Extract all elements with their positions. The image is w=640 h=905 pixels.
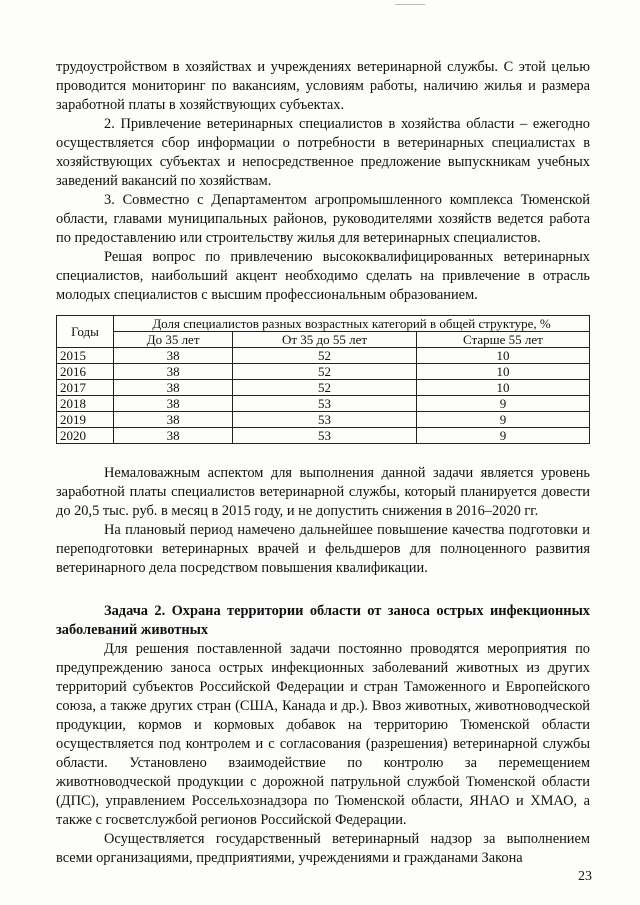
table-row xyxy=(57,348,590,364)
cell-value: 9 xyxy=(416,428,589,444)
cell-value: 53 xyxy=(233,396,417,412)
header-years: Годы xyxy=(57,316,114,348)
age-structure-table xyxy=(56,315,590,444)
cell-value: 38 xyxy=(114,428,233,444)
cell-value: 52 xyxy=(233,380,417,396)
cell-value: 38 xyxy=(114,412,233,428)
paragraph-item-2: 2. Привлечение ветеринарных специалистов в хозяйства области – ежегодно осуществляется сбор информации о потребности в ветеринарных специалистах в хозяйствующих субъектах и непосредственное предложение выпускникам учебных заведений вакансий по хозяйствам. xyxy=(56,116,590,189)
cell-value: 9 xyxy=(416,396,589,412)
cell-value: 38 xyxy=(114,396,233,412)
cell-value: 9 xyxy=(416,412,589,428)
cell-value: 10 xyxy=(416,364,589,380)
paragraph-supervision: Осуществляется государственный ветеринарный надзор за выполнением всеми организациями, предприятиями, учреждениями и гражданами Закона xyxy=(56,831,590,866)
cell-year: 2016 xyxy=(57,364,114,380)
header-under-35: До 35 лет xyxy=(114,332,233,348)
table-row xyxy=(57,428,590,444)
table-row xyxy=(57,396,590,412)
cell-value: 10 xyxy=(416,348,589,364)
scan-mark xyxy=(395,4,425,5)
cell-value: 10 xyxy=(416,380,589,396)
document-page xyxy=(56,58,590,868)
paragraph-training: На плановый период намечено дальнейшее повышение качества подготовки и переподготовки ветеринарных врачей и фельдшеров для полноценного развития ветеринарного дела посредством повышения квалификации. xyxy=(56,522,590,576)
cell-year: 2015 xyxy=(57,348,114,364)
table-row xyxy=(57,412,590,428)
cell-year: 2020 xyxy=(57,428,114,444)
paragraph-salary: Немаловажным аспектом для выполнения данной задачи является уровень заработной платы специалистов ветеринарной службы, который планируется довести до 20,5 тыс. руб. в месяц в 2015 году, и не допустить снижения в 2016–2020 гг. xyxy=(56,465,590,519)
paragraph-prevention: Для решения поставленной задачи постоянно проводятся мероприятия по предупреждению заноса острых инфекционных заболеваний животных из других территорий субъектов Российской Федерации и стран Таможенного и Европейского союза, а также других стран (США, Канада и др.). Ввоз животных, животноводческой продукции, кормов и кормовых добавок на территорию Тюменской области осуществляется под контролем и с согласования (разрешения) ветеринарной службы области. Установлено взаимодействие по контролю за перемещением животноводческой продукции с дорожной патрульной службой Тюменской области (ДПС), управлением Россельхознадзора по Тюменской области, ЯНАО и ХМАО, а также с госветслужбой регионов Российской Федерации. xyxy=(56,641,590,828)
page-number: 23 xyxy=(578,869,592,884)
cell-value: 38 xyxy=(114,348,233,364)
header-35-55: От 35 до 55 лет xyxy=(233,332,417,348)
cell-year: 2019 xyxy=(57,412,114,428)
cell-value: 52 xyxy=(233,364,417,380)
cell-value: 53 xyxy=(233,428,417,444)
cell-value: 52 xyxy=(233,348,417,364)
cell-value: 38 xyxy=(114,364,233,380)
paragraph-employment: трудоустройством в хозяйствах и учреждениях ветеринарной службы. С этой целью проводится мониторинг по вакансиям, условиям работы, наличию жилья и размера заработной платы в хозяйствующих субъектах. xyxy=(56,59,590,113)
table-row xyxy=(57,364,590,380)
section-heading: Задача 2. Охрана территории области от заноса острых инфекционных заболеваний животных xyxy=(56,603,590,638)
cell-year: 2017 xyxy=(57,380,114,396)
cell-year: 2018 xyxy=(57,396,114,412)
table-row xyxy=(57,380,590,396)
paragraph-item-3: 3. Совместно с Департаментом агропромышленного комплекса Тюменской области, главами муниципальных районов, руководителями хозяйств ведется работа по предоставлению или строительству жилья для ветеринарных специалистов. xyxy=(56,192,590,246)
cell-value: 38 xyxy=(114,380,233,396)
cell-value: 53 xyxy=(233,412,417,428)
paragraph-young-specialists: Решая вопрос по привлечению высококвалифицированных ветеринарных специалистов, наибольший акцент необходимо сделать на привлечение в отрасль молодых специалистов с высшим профессиональным образованием. xyxy=(56,249,590,303)
header-group: Доля специалистов разных возрастных категорий в общей структуре, % xyxy=(114,316,590,332)
header-over-55: Старше 55 лет xyxy=(416,332,589,348)
